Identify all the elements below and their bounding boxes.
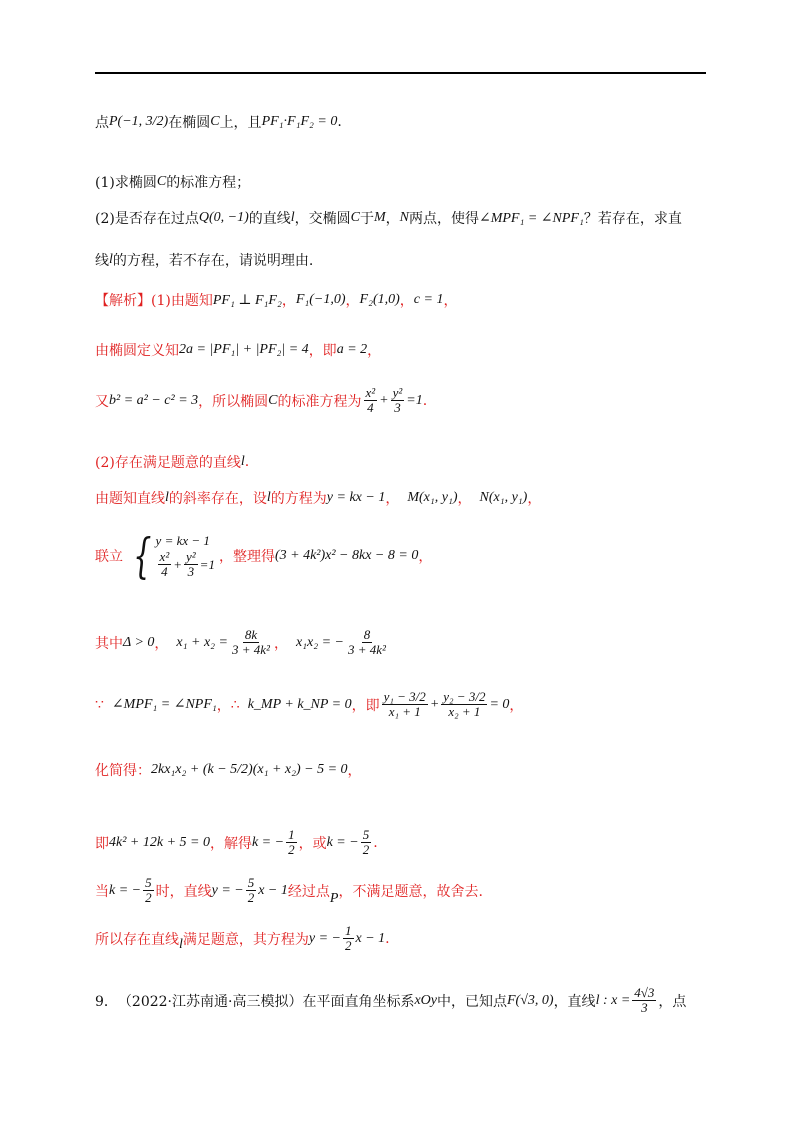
text: (1)由题知 — [151, 293, 213, 309]
fraction — [230, 628, 272, 658]
text: 满足题意，其方程为 — [182, 931, 309, 948]
math: y = − — [211, 882, 244, 898]
text: 线 — [95, 253, 109, 269]
system-eq-1: y = kx − 1 — [155, 532, 210, 548]
text: ，或 — [298, 835, 327, 852]
text: 时，直线 — [155, 883, 212, 900]
text: 上，且 — [219, 115, 262, 131]
header-rule — [95, 72, 706, 74]
denominator: 3 + 4k² — [348, 642, 386, 658]
math: x₁x₂ = − — [295, 634, 344, 650]
solution-step-3 — [95, 386, 427, 416]
text: ， — [443, 293, 458, 309]
text: (1)求椭圆 — [95, 175, 157, 191]
text: 由椭圆定义知 — [95, 343, 179, 359]
point-p: P — [329, 890, 339, 906]
point-n: N — [399, 210, 409, 225]
line-l-equation: l : x = — [595, 992, 631, 1008]
text: ， — [273, 635, 288, 652]
math: a = 2 — [336, 342, 368, 357]
numerator: 4√3 — [634, 985, 655, 1000]
problem-source: （2022·江苏南通·高三模拟） — [117, 993, 303, 1010]
point-f: F(√3, 0) — [507, 992, 554, 1008]
line-l: l — [290, 210, 295, 225]
ellipse-c: C — [268, 392, 278, 408]
text: ， — [418, 549, 433, 565]
fraction: $\frac{1}{2}$ — [345, 923, 352, 954]
math: x₁ + x₂ = — [176, 634, 228, 650]
math: x − 1 — [258, 882, 288, 898]
text: ，交椭圆 — [294, 211, 351, 227]
solution-step-8 — [95, 690, 523, 720]
text: ， — [527, 491, 542, 507]
slope-sum-equation: $\frac{\text{y₁ − 3/2}}{\text{x₁ + 1}}$ + $\frac{\text{y₂ − 3/2}}{\text{x₂ + 1}}$ = 0 — [383, 689, 510, 720]
point-m: M — [373, 210, 386, 225]
problem-9 — [95, 986, 686, 1016]
question-2-line-2 — [95, 250, 313, 270]
denominator: 3 — [641, 1000, 648, 1016]
denominator: 3 + 4k² — [231, 642, 270, 658]
text: 由题知直线 — [95, 491, 165, 507]
line-l: l — [266, 490, 271, 505]
text: 其中 — [95, 635, 123, 652]
text: 的方程为 — [270, 491, 327, 507]
solution-step-7 — [95, 628, 390, 658]
math: 4k² + 12k + 5 = 0 — [109, 834, 210, 850]
fraction: $\frac{5}{2}$ — [247, 875, 255, 906]
text: ，整理得 — [218, 549, 275, 565]
text: ，直线 — [553, 993, 596, 1010]
point-p: P(−1, 3/2) — [109, 114, 169, 129]
text: ， — [457, 491, 472, 507]
text: 经过点 — [287, 883, 330, 900]
problem-intro — [95, 112, 342, 132]
text: 所以存在直线 — [95, 931, 179, 948]
fraction: $\frac{1}{2}$ — [288, 827, 295, 858]
ellipse-c: C — [156, 174, 167, 189]
math: (3 + 4k²)x² − 8kx − 8 = 0 — [274, 548, 419, 563]
fraction — [632, 986, 656, 1016]
point-q: Q(0, −1) — [198, 210, 249, 225]
text: 当 — [95, 883, 109, 900]
solution-step-11 — [95, 876, 483, 906]
solution-step-5 — [95, 488, 541, 508]
point-n: N(x₁, y₁) — [479, 490, 528, 505]
line-l: l — [240, 454, 245, 469]
text: ， — [216, 697, 231, 714]
math: k = − — [109, 882, 142, 898]
math: Δ > 0 — [123, 634, 155, 650]
ellipse-c: C — [350, 210, 360, 225]
line-l: l — [109, 252, 113, 267]
question-1 — [95, 172, 250, 192]
coord-system: xOy — [414, 992, 437, 1008]
line-l: l — [179, 936, 183, 952]
text: . — [385, 930, 390, 947]
math: c = 1 — [413, 292, 444, 307]
text: ， — [281, 293, 296, 309]
text: ，所以椭圆 — [198, 393, 269, 410]
text: 点 — [95, 115, 109, 131]
system-eq-2: $\frac{\text{x²}}{4}$ + $\frac{\text{y²}}{3}$ =1 — [159, 548, 215, 580]
numerator: 8 — [363, 627, 371, 642]
math: 2kx₁x₂ + (k − 5/2)(x₁ + x₂) − 5 = 0 — [151, 762, 348, 777]
text: ，点 — [658, 993, 687, 1010]
text: 的标准方程； — [166, 175, 251, 191]
math: k = − — [251, 834, 285, 850]
text: ，解得 — [209, 835, 252, 852]
solution-step-10 — [95, 828, 378, 858]
ellipse-equation: $\frac{\text{x²}}{4}$ + $\frac{\text{y²}}{3}$ =1 — [365, 385, 423, 416]
text: 中，已知点 — [437, 993, 507, 1010]
because-symbol: ∵ — [95, 696, 104, 713]
text: 又 — [95, 393, 109, 410]
angle-condition: ∠MPF₁ = ∠NPF₁ — [478, 210, 584, 226]
equation-system: { y = kx − 1 $\frac{\text{x²}}{4}$ + $\frac{\text{y²}}{3}$ =1 — [133, 528, 215, 584]
math: y = − — [308, 930, 341, 946]
text: 化简得： — [95, 763, 151, 779]
numerator: 8k — [244, 627, 258, 642]
text: . — [373, 834, 378, 851]
text: (2)是否存在过点 — [95, 211, 199, 227]
question-2-line-1 — [95, 208, 682, 228]
text: ， — [399, 293, 414, 309]
text: ， — [509, 697, 524, 714]
dot-product-condition: PF₁·F₁F₂ = 0 — [261, 114, 338, 129]
text: . — [422, 392, 428, 409]
math: k = − — [326, 834, 359, 850]
analysis-tag: 【解析】 — [95, 293, 151, 309]
text: ，即 — [308, 343, 337, 359]
solution-step-6 — [95, 528, 433, 584]
math: y = kx − 1 — [326, 490, 386, 505]
ellipse-c: C — [210, 114, 220, 129]
text: ， — [385, 211, 400, 227]
fraction — [346, 628, 388, 658]
text: 于 — [359, 211, 374, 227]
text: ， — [367, 343, 382, 359]
math: x − 1 — [355, 930, 386, 946]
fraction: $\frac{5}{2}$ — [145, 875, 152, 906]
text: . — [337, 114, 342, 130]
text: ， — [154, 635, 169, 652]
math: F₂(1,0) — [359, 292, 400, 307]
solution-step-12 — [95, 924, 390, 954]
text: ？若存在，求直 — [583, 211, 682, 227]
point-m: M(x₁, y₁) — [407, 490, 458, 505]
text: = 0 — [489, 696, 510, 712]
solution-step-2 — [95, 340, 381, 360]
text: 的方程，若不存在，请说明理由. — [112, 253, 314, 269]
text: ， — [347, 763, 362, 779]
text: 的直线 — [248, 211, 291, 227]
solution-step-4 — [95, 452, 249, 472]
fraction: $\frac{5}{2}$ — [362, 827, 370, 858]
text: ，即 — [351, 697, 380, 714]
text: 两点，使得 — [408, 211, 479, 227]
math: b² = a² − c² = 3 — [109, 392, 199, 408]
math: 2a = |PF₁| + |PF₂| = 4 — [179, 342, 309, 357]
text: ， — [385, 491, 400, 507]
text: . — [244, 454, 250, 470]
text: 即 — [95, 835, 109, 852]
text: 在椭圆 — [168, 115, 211, 131]
math: k_MP + k_NP = 0 — [247, 696, 352, 712]
problem-number: 9． — [95, 993, 118, 1010]
text: (2)存在满足题意的直线 — [95, 455, 241, 471]
math: F₁(−1,0) — [295, 292, 346, 307]
text: 联立 — [95, 549, 123, 565]
math: ∠MPF₁ = ∠NPF₁ — [111, 697, 217, 713]
text: 的标准方程为 — [277, 393, 362, 410]
math: PF₁ ⊥ F₁F₂ — [212, 292, 282, 308]
text: ，不满足题意，故舍去. — [338, 883, 483, 900]
solution-step-9 — [95, 760, 362, 780]
solution-step-1 — [95, 290, 457, 310]
therefore-symbol: ∴ — [230, 696, 240, 713]
text: ， — [345, 293, 360, 309]
line-l: l — [165, 490, 169, 505]
text: 在平面直角坐标系 — [302, 993, 415, 1010]
text: 的斜率存在，设 — [168, 491, 267, 507]
